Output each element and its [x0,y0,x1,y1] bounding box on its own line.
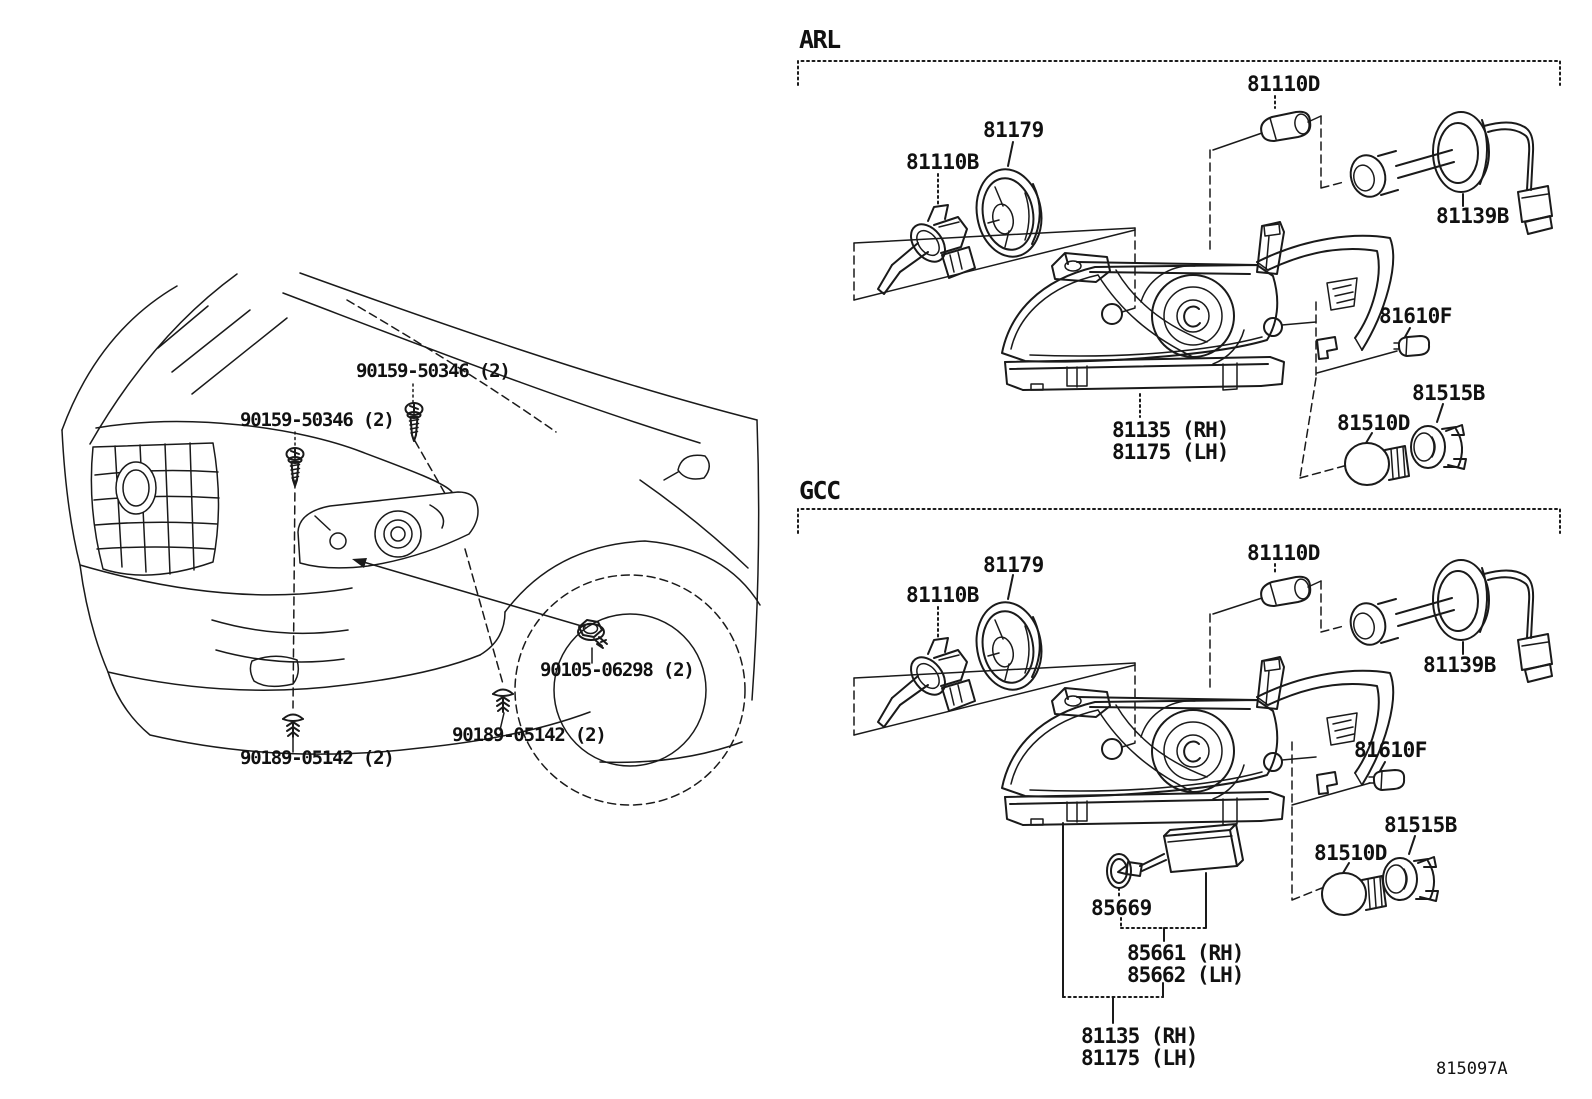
callout-gcc-motor-lh: 85662 (LH) [1127,963,1244,987]
callout-arl-81515b: 81515B [1412,381,1485,405]
callout-gcc-81179: 81179 [983,553,1044,577]
callout-arl-81610f: 81610F [1379,304,1452,328]
callout-gcc-unit-lh: 81175 (LH) [1081,1046,1198,1070]
section-label-gcc: GCC [799,476,840,505]
callout-gcc-motor-rh: 85661 (RH) [1127,941,1244,965]
callout-screw-1: 90159-50346 (2) [356,360,510,382]
callout-arl-81110b: 81110B [906,150,979,174]
callout-screw-2: 90159-50346 (2) [240,409,394,431]
callout-clip-2: 90189-05142 (2) [240,747,394,769]
callout-gcc-81510d: 81510D [1314,841,1387,865]
callout-clip-1: 90189-05142 (2) [452,724,606,746]
callout-arl-81110d: 81110D [1247,72,1320,96]
callout-gcc-81110d: 81110D [1247,541,1320,565]
callout-bolt: 90105-06298 (2) [540,659,694,681]
callout-arl-81139b: 81139B [1436,204,1509,228]
callout-arl-81179: 81179 [983,118,1044,142]
callout-arl-81510d: 81510D [1337,411,1410,435]
callout-gcc-unit-rh: 81135 (RH) [1081,1024,1198,1048]
drawing-number: 815097A [1436,1059,1508,1079]
section-label-arl: ARL [799,25,840,54]
callout-gcc-81139b: 81139B [1423,653,1496,677]
callout-gcc-81110b: 81110B [906,583,979,607]
callout-gcc-81515b: 81515B [1384,813,1457,837]
callout-arl-unit-lh: 81175 (LH) [1112,440,1229,464]
callout-arl-unit-rh: 81135 (RH) [1112,418,1229,442]
car-front-sketch [62,273,760,805]
callout-gcc-85669: 85669 [1091,896,1152,920]
callout-gcc-81610f: 81610F [1354,738,1427,762]
